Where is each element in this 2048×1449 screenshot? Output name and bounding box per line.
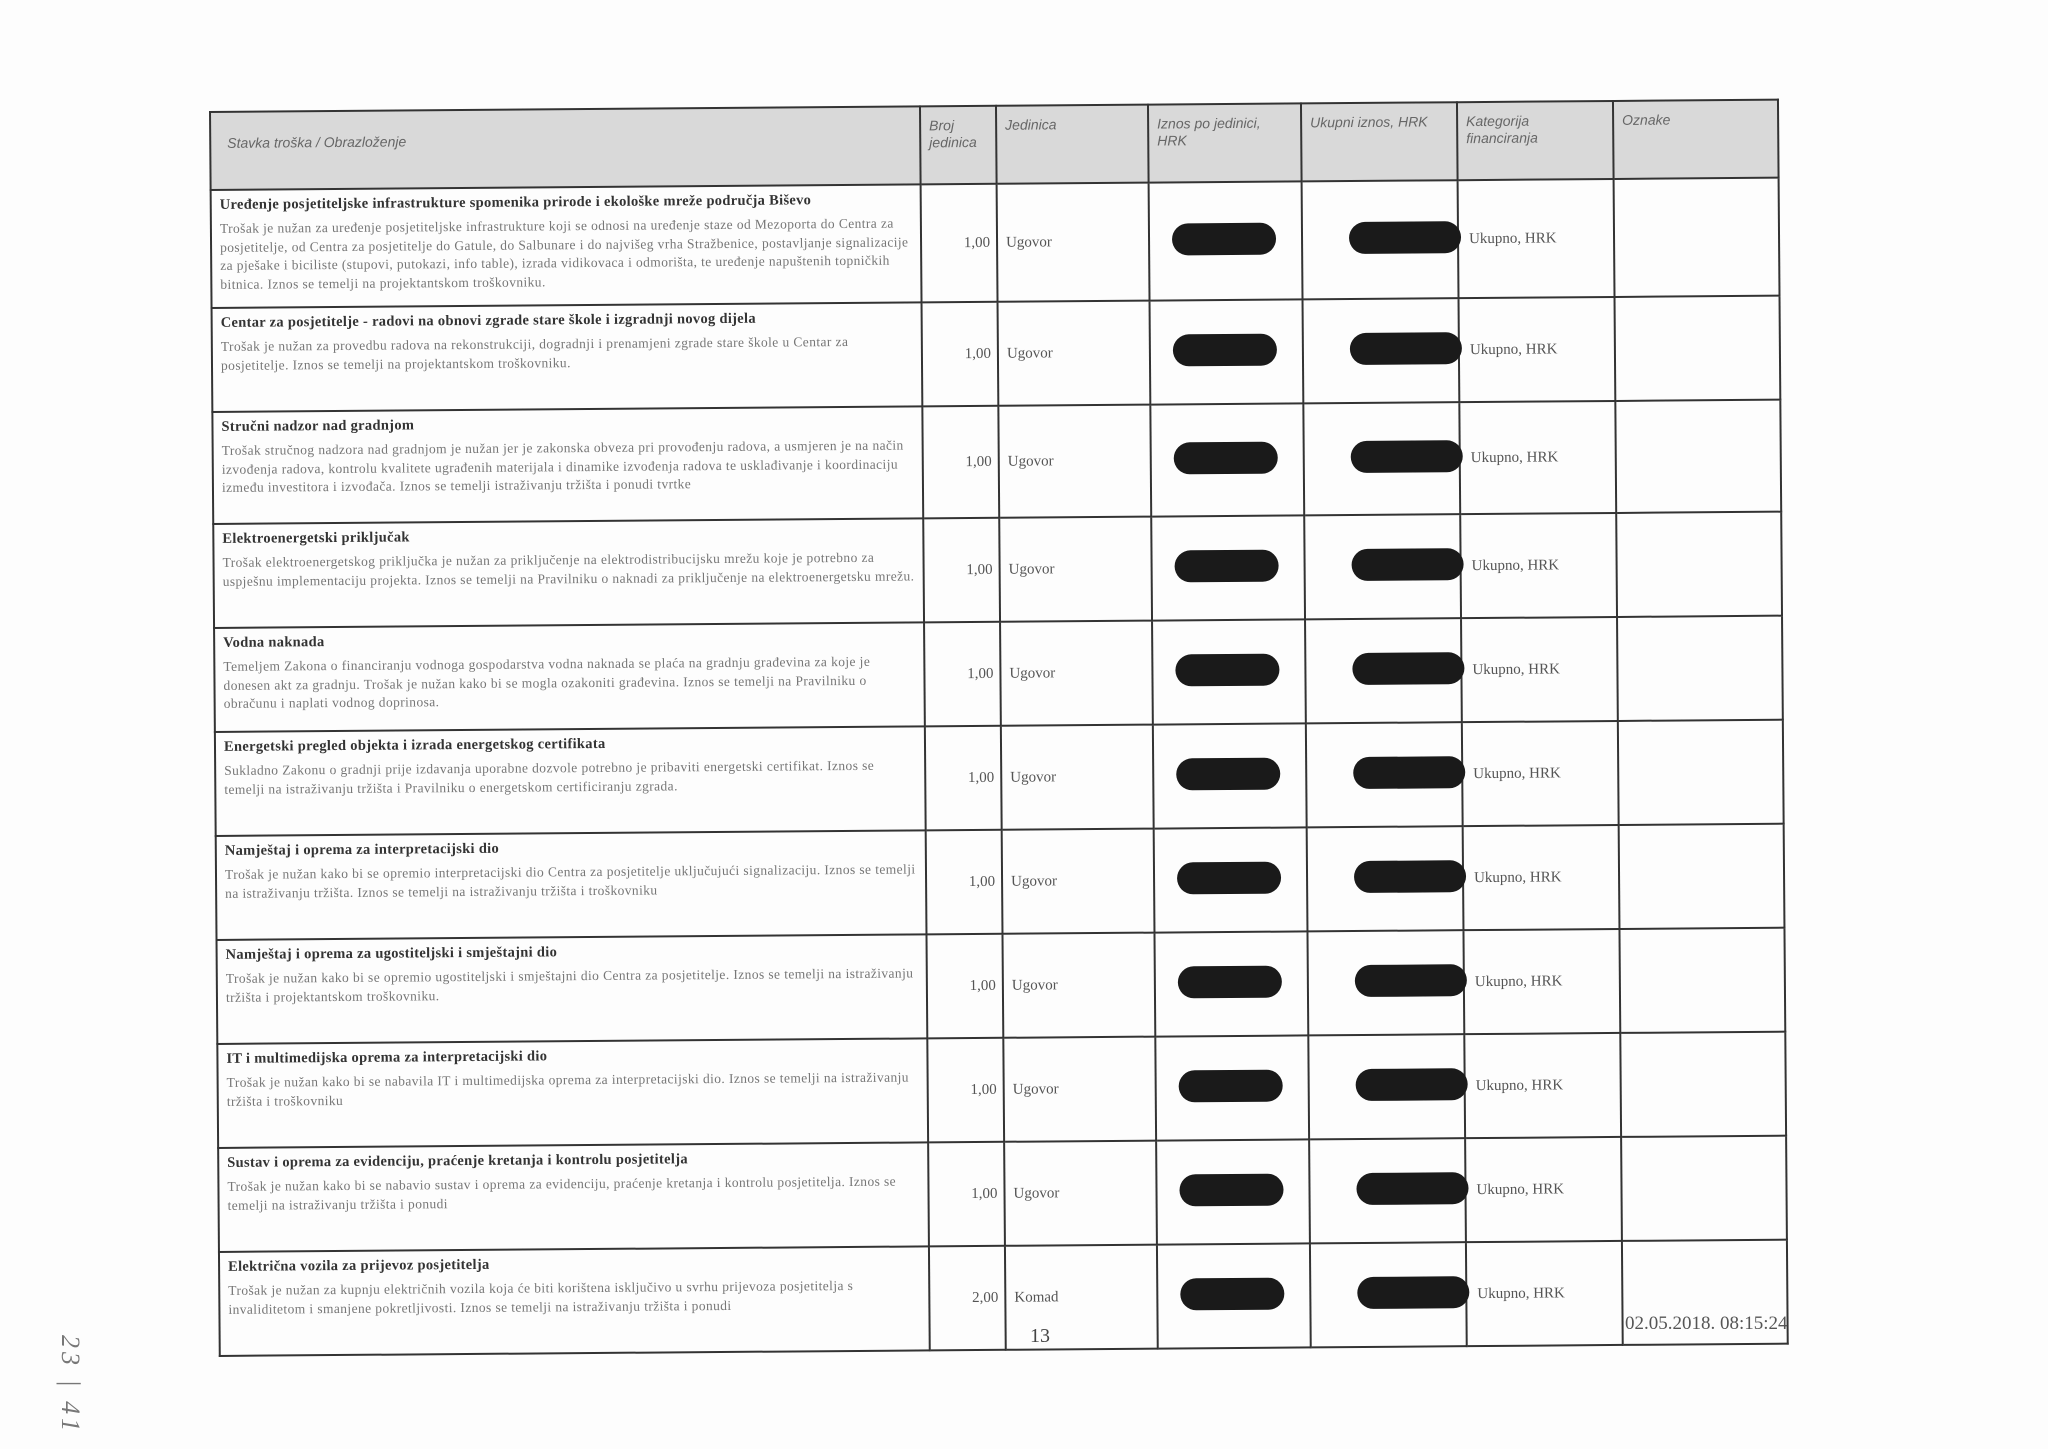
- unit-amount-cell: [1156, 1139, 1310, 1244]
- item-cell: [219, 1246, 930, 1356]
- qty-cell: 1,00: [921, 184, 998, 303]
- redaction-mark: [1174, 441, 1278, 474]
- item-title: Električna vozila za prijevoz posjetitelja: [228, 1256, 490, 1275]
- notes-cell: [1621, 1136, 1787, 1241]
- header-notes: Oznake: [1613, 100, 1779, 179]
- notes-cell: [1615, 400, 1781, 513]
- redaction-mark: [1173, 333, 1277, 366]
- table-row: [211, 178, 1780, 308]
- total-amount-cell: [1308, 1034, 1465, 1139]
- redaction-mark: [1179, 1173, 1283, 1206]
- item-title: Elektroenergetski priključak: [222, 529, 410, 547]
- unit-amount-cell: [1153, 723, 1307, 828]
- header-item: Stavka troška / Obrazloženje: [210, 106, 921, 190]
- unit-cell: Ugovor: [998, 405, 1151, 518]
- qty-cell: 1,00: [927, 1038, 1004, 1143]
- redaction-mark: [1175, 653, 1279, 686]
- total-amount-cell: [1304, 514, 1461, 619]
- redaction-mark: [1174, 549, 1278, 582]
- unit-cell: Ugovor: [1002, 933, 1155, 1038]
- total-amount-cell: [1310, 1242, 1467, 1347]
- item-description: Trošak je nužan kako bi se nabavio sustav i oprema za evidenciju, praćenje kretanja i kontrolu posjetitelja. Iznos se temelji na istraživanju tržišta i ponudi: [227, 1173, 897, 1213]
- table-row: [216, 824, 1785, 940]
- item-description: Trošak je nužan za provedbu radova na rekonstrukciji, dogradnji i prenamjeni zgrade stare škole u Centar za posjetitelje. Iznos se temelji na projektantskom troškovniku.: [220, 333, 849, 373]
- table-row: [217, 1032, 1786, 1148]
- unit-cell: Ugovor: [1001, 725, 1154, 830]
- item-title: Sustav i oprema za evidenciju, praćenje kretanja i kontrolu posjetitelja: [227, 1151, 688, 1171]
- unit-cell: Ugovor: [997, 183, 1150, 302]
- item-title: Uređenje posjetiteljske infrastrukture spomenika prirode i ekološke mreže područja Biševo: [219, 192, 812, 213]
- unit-amount-cell: [1149, 181, 1303, 300]
- item-title: Centar za posjetitelje - radovi na obnovi zgrade stare škole i izgradnji novog dijela: [220, 310, 756, 331]
- qty-cell: 1,00: [922, 302, 999, 407]
- header-qty: Broj jedinica: [920, 106, 997, 185]
- notes-cell: [1619, 824, 1785, 929]
- notes-cell: [1615, 296, 1781, 401]
- page-number: 13: [1030, 1325, 1050, 1347]
- item-description: Trošak je nužan za uređenje posjetiteljske infrastrukture koji se odnosi na uređenje staze od Mezoporta do Centra za posjetitelje, od Centra za posjetitelje do Gatule, do Salbunare i do najvišeg vrha Stražbenice, postavljanje signalizacije za pješake i biciliste (stupovi, putokazi, info table), izrada vidikovaca i odmorišta, te uređenje napuštenih topničkih bitnica. Iznos se temelji na projektantskom troškovniku.: [219, 215, 909, 292]
- unit-cell: Ugovor: [998, 301, 1151, 406]
- item-description: Trošak stručnog nadzora nad gradnjom je nužan jer je zakonska obveza pri provođenju radova, a usmjeren je na način izvođenja radova, kontrolu kvalitete ugrađenih materijala i dinamike izvođenja radova te usklađivanje i koordinaciju između investitora i izvođača. Iznos se temelji istraživanju tržišta i ponudi tvrtke: [221, 437, 904, 495]
- qty-cell: 1,00: [928, 1142, 1005, 1247]
- item-title: Vodna naknada: [223, 634, 325, 651]
- cost-items-table: [209, 99, 1789, 1357]
- total-amount-cell: [1307, 930, 1464, 1035]
- qty-cell: 1,00: [924, 622, 1001, 727]
- redaction-mark: [1357, 1276, 1469, 1309]
- notes-cell: [1616, 512, 1782, 617]
- redaction-mark: [1350, 332, 1462, 365]
- redaction-mark: [1354, 860, 1466, 893]
- redaction-mark: [1356, 1068, 1468, 1101]
- notes-cell: [1617, 616, 1783, 721]
- category-cell: Ukupno, HRK: [1461, 617, 1618, 722]
- redaction-mark: [1351, 548, 1463, 581]
- unit-amount-cell: [1154, 827, 1308, 932]
- qty-cell: 1,00: [926, 830, 1003, 935]
- redaction-mark: [1356, 1172, 1468, 1205]
- item-cell: [213, 518, 924, 628]
- table-row: [213, 512, 1782, 628]
- item-cell: [215, 726, 926, 836]
- unit-cell: Ugovor: [999, 517, 1152, 622]
- item-description: Trošak je nužan kako bi se nabavila IT i multimedijska oprema za interpretacijski dio. Iznos se temelji na istraživanju tržišta i troškovniku: [226, 1069, 909, 1109]
- redaction-mark: [1355, 964, 1467, 997]
- category-cell: Ukupno, HRK: [1466, 1241, 1623, 1346]
- qty-cell: 1,00: [923, 518, 1000, 623]
- header-total-amount: Ukupni iznos, HRK: [1301, 102, 1458, 181]
- item-description: Trošak je nužan kako bi se opremio interpretacijski dio Centra za posjetitelje uključujući signalizaciju. Iznos se temelji na istraživanju tržišta. Iznos se temelji na istraživanju tržišta i troškovniku: [224, 861, 916, 901]
- category-cell: Ukupno, HRK: [1463, 825, 1620, 930]
- unit-cell: Ugovor: [1000, 621, 1153, 726]
- item-description: Trošak je nužan kako bi se opremio ugostiteljski i smještajni dio Centra za posjetitelje. Iznos se temelji na istraživanju tržišta i projektantskom troškovniku.: [225, 965, 914, 1005]
- table-row: [212, 400, 1781, 524]
- unit-cell: Komad: [1005, 1245, 1158, 1350]
- item-cell: [214, 622, 925, 732]
- item-title: IT i multimedijska oprema za interpretacijski dio: [226, 1048, 548, 1067]
- qty-cell: 1,00: [922, 406, 999, 519]
- unit-amount-cell: [1155, 1035, 1309, 1140]
- item-cell: [218, 1142, 929, 1252]
- unit-cell: Ugovor: [1003, 1037, 1156, 1142]
- total-amount-cell: [1307, 826, 1464, 931]
- qty-cell: 2,00: [929, 1246, 1006, 1351]
- table-row: [215, 720, 1784, 836]
- qty-cell: 1,00: [925, 726, 1002, 831]
- item-description: Temeljem Zakona o financiranju vodnoga gospodarstva vodna naknada se plaća na gradnju građevina za koje je donesen akt za gradnju. Trošak je nužan kako bi se mogla ozakoniti građevina. Iznos se temelji na Pravilniku o obračunu i naplati vodnog doprinosa.: [223, 653, 871, 711]
- unit-amount-cell: [1150, 299, 1304, 404]
- unit-amount-cell: [1150, 403, 1304, 516]
- table-row: [217, 928, 1786, 1044]
- category-cell: Ukupno, HRK: [1464, 1033, 1621, 1138]
- redaction-mark: [1353, 756, 1465, 789]
- notes-cell: [1619, 928, 1785, 1033]
- table-row: [218, 1136, 1787, 1252]
- redaction-mark: [1179, 1069, 1283, 1102]
- total-amount-cell: [1303, 402, 1460, 515]
- item-title: Stručni nadzor nad gradnjom: [221, 417, 415, 435]
- item-cell: [212, 302, 923, 412]
- total-amount-cell: [1303, 298, 1460, 403]
- category-cell: Ukupno, HRK: [1462, 721, 1619, 826]
- item-cell: [217, 1038, 928, 1148]
- redaction-mark: [1177, 861, 1281, 894]
- item-cell: [217, 934, 928, 1044]
- item-title: Namještaj i oprema za interpretacijski dio: [224, 840, 500, 859]
- table-row: [212, 296, 1781, 412]
- item-description: Trošak elektroenergetskog priključka je nužan za priključenje na elektrodistribucijsku mrežu koje je potrebno za uspješnu implementaciju projekta. Iznos se temelji na Pravilniku o naknadi za priključenje na elektroenergetsku mrežu.: [222, 549, 915, 589]
- item-title: Namještaj i oprema za ugostiteljski i smještajni dio: [225, 944, 558, 963]
- table-row: [214, 616, 1783, 732]
- total-amount-cell: [1309, 1138, 1466, 1243]
- redaction-mark: [1176, 757, 1280, 790]
- print-datetime: 02.05.2018. 08:15:24: [1625, 1313, 1788, 1334]
- notes-cell: [1618, 720, 1784, 825]
- unit-cell: Ugovor: [1004, 1141, 1157, 1246]
- total-amount-cell: [1302, 180, 1459, 299]
- handwritten-annotation: 23 | 41: [56, 1335, 85, 1436]
- total-amount-cell: [1306, 722, 1463, 827]
- redaction-mark: [1178, 965, 1282, 998]
- redaction-mark: [1180, 1277, 1284, 1310]
- total-amount-cell: [1305, 618, 1462, 723]
- category-cell: Ukupno, HRK: [1460, 513, 1617, 618]
- item-description: Sukladno Zakonu o gradnji prije izdavanja uporabne dozvole potrebno je pribaviti energetski certifikat. Iznos se temelji na istraživanju tržišta i Pravilniku o energetskom certificiranju zgrada.: [224, 757, 875, 797]
- header-category: Kategorija financiranja: [1457, 101, 1614, 180]
- category-cell: Ukupno, HRK: [1458, 179, 1615, 298]
- table-row: [219, 1240, 1788, 1356]
- qty-cell: 1,00: [926, 934, 1003, 1039]
- header-unit: Jedinica: [996, 105, 1149, 184]
- item-description: Trošak je nužan za kupnju električnih vozila koja će biti korištena isključivo u svrhu prijevoza posjetitelja s invaliditetom i smanjene pokretljivosti. Iznos se temelji na istraživanju tržišta i ponudi: [228, 1277, 854, 1317]
- redaction-mark: [1172, 222, 1276, 255]
- unit-amount-cell: [1154, 931, 1308, 1036]
- header-unit-amount: Iznos po jedinici, HRK: [1148, 103, 1302, 182]
- unit-cell: Ugovor: [1002, 829, 1155, 934]
- unit-amount-cell: [1151, 515, 1305, 620]
- item-cell: [212, 406, 923, 524]
- table-header-row: [210, 100, 1779, 190]
- category-cell: Ukupno, HRK: [1465, 1137, 1622, 1242]
- redaction-mark: [1352, 652, 1464, 685]
- notes-cell: [1614, 178, 1780, 297]
- notes-cell: [1620, 1032, 1786, 1137]
- item-cell: [211, 184, 922, 308]
- category-cell: Ukupno, HRK: [1463, 929, 1620, 1034]
- category-cell: Ukupno, HRK: [1459, 401, 1616, 514]
- unit-amount-cell: [1152, 619, 1306, 724]
- item-cell: [216, 830, 927, 940]
- redaction-mark: [1351, 440, 1463, 473]
- category-cell: Ukupno, HRK: [1459, 297, 1616, 402]
- unit-amount-cell: [1157, 1243, 1311, 1348]
- item-title: Energetski pregled objekta i izrada energetskog certifikata: [223, 735, 606, 755]
- redaction-mark: [1349, 221, 1461, 254]
